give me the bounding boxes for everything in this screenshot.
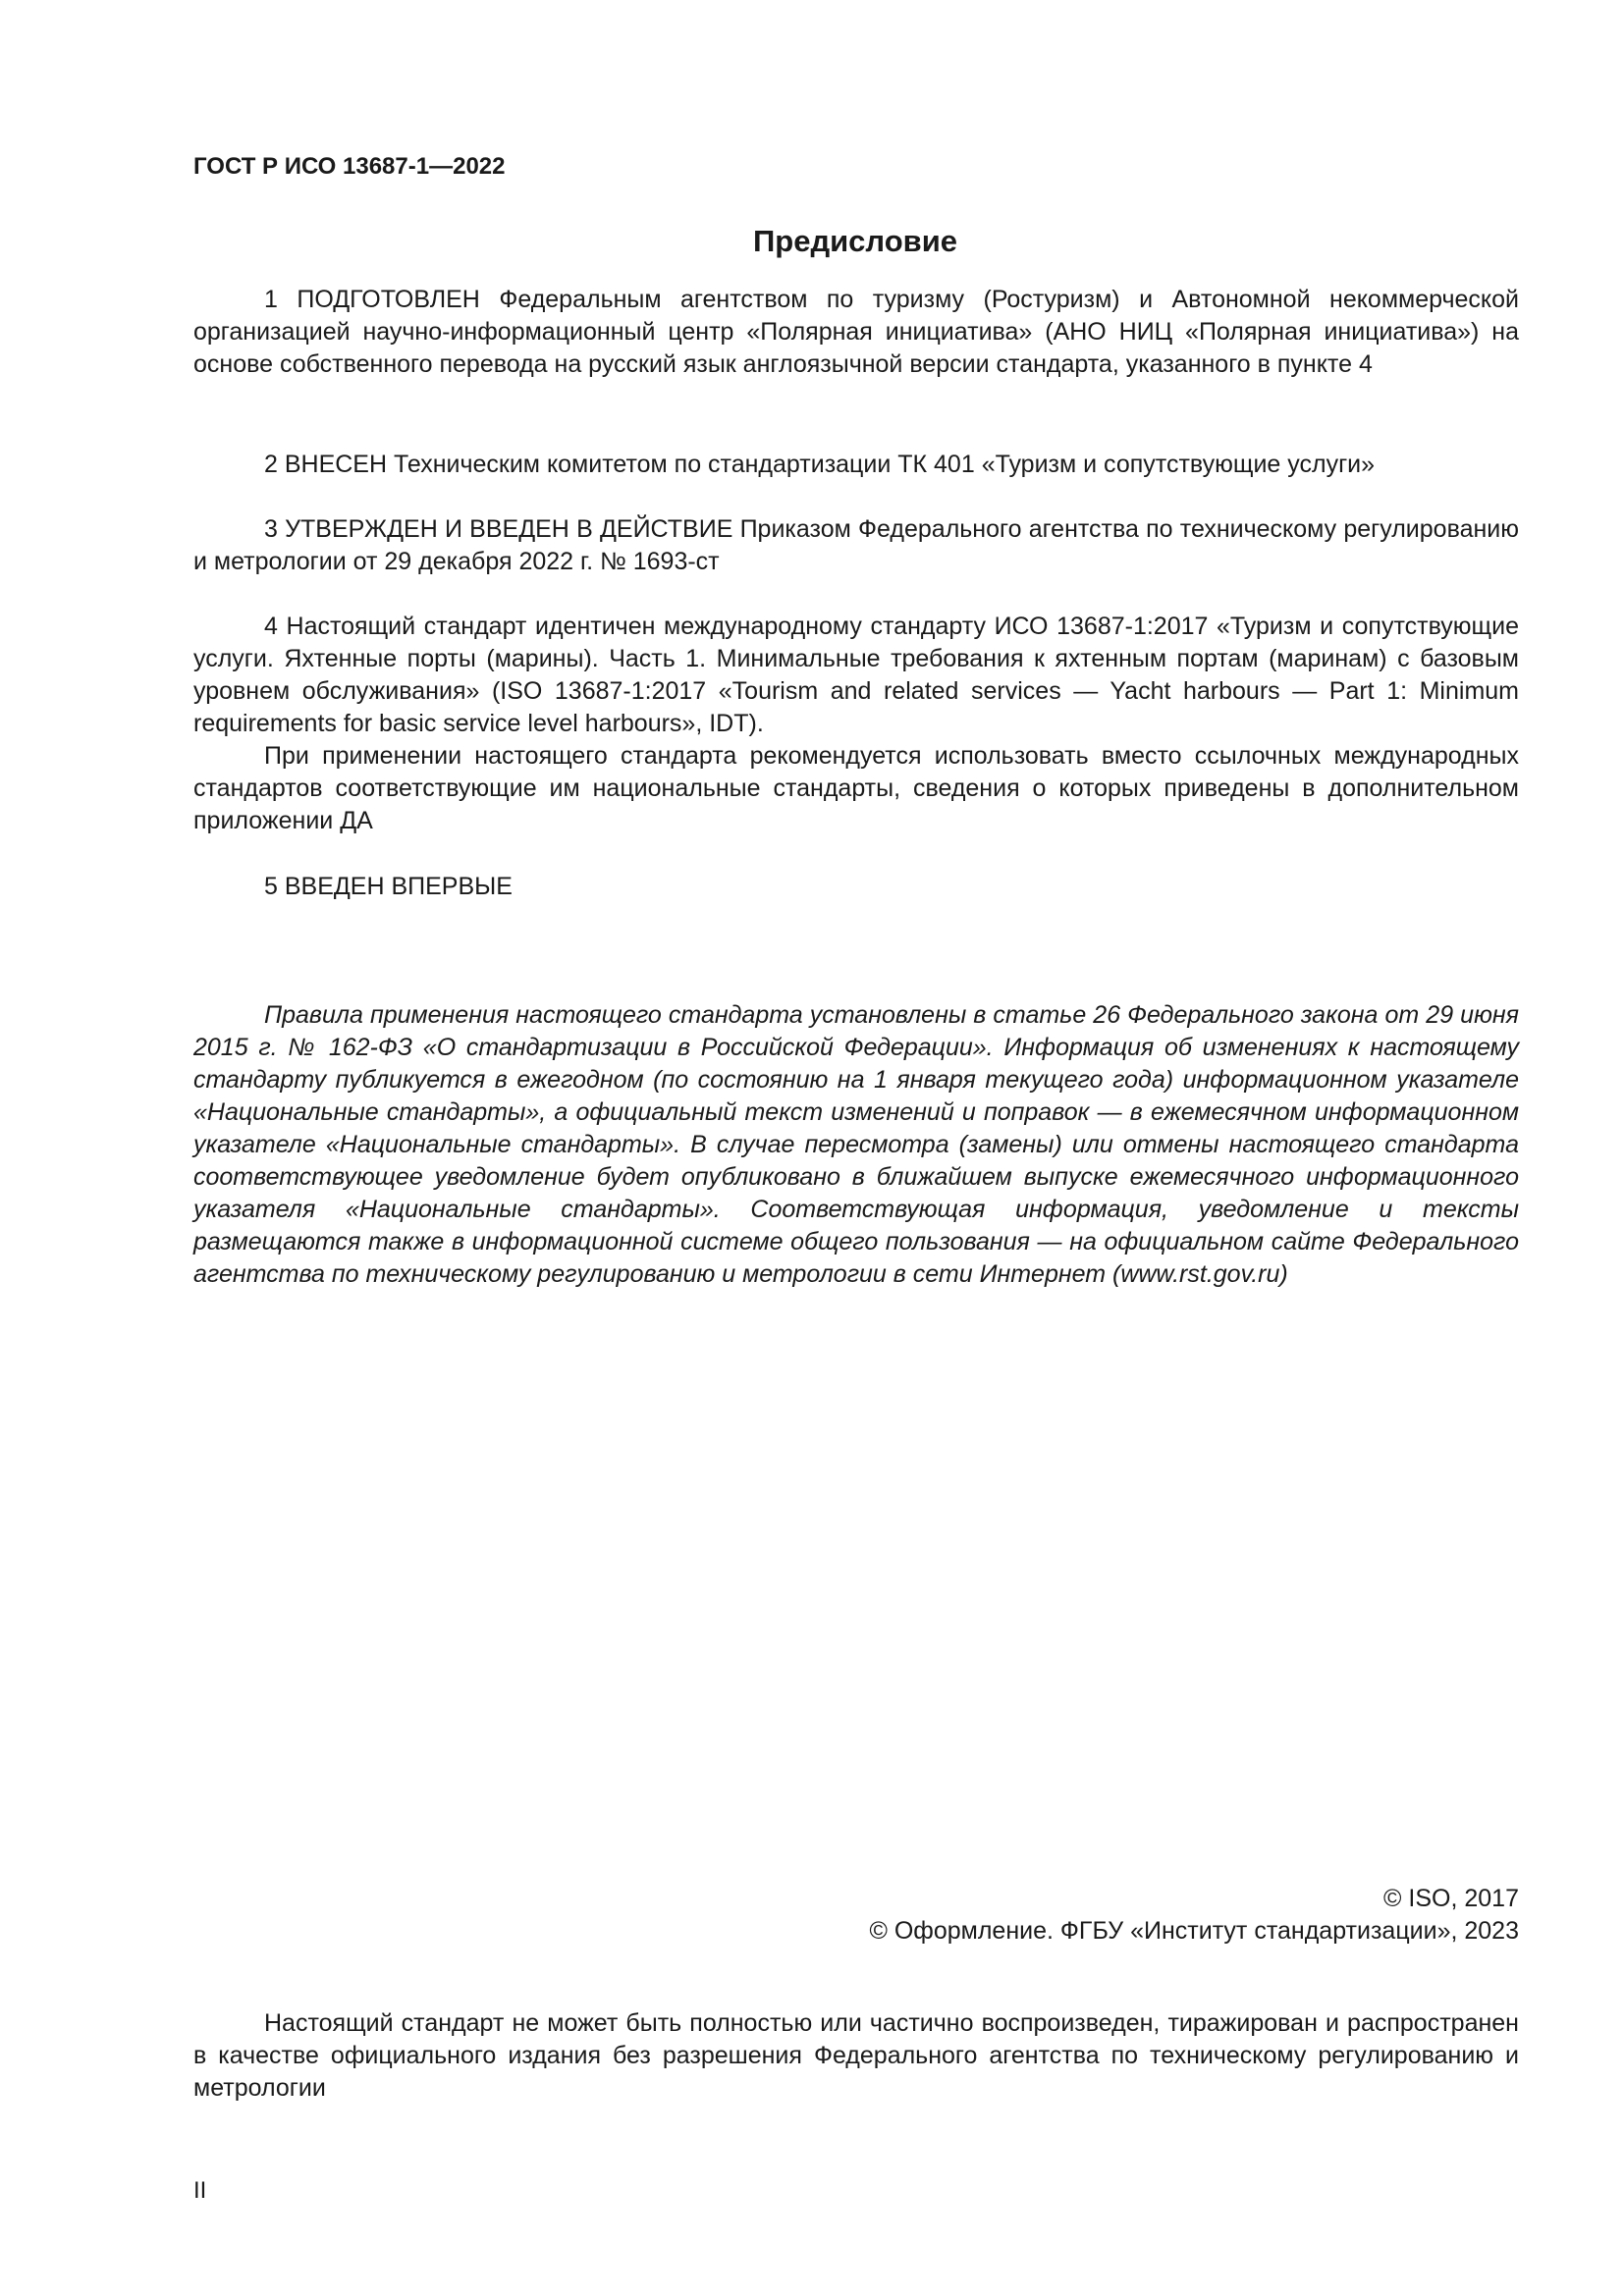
page-number: II [193, 2177, 207, 2204]
page-title: Предисловие [752, 224, 957, 258]
paragraph-introduced: 2 ВНЕСЕН Техническим комитетом по стандартизации ТК 401 «Туризм и сопутствующие услуги» [264, 451, 1376, 478]
copyright-design: © Оформление. ФГБУ «Институт стандартизации», 2023 [869, 1917, 1519, 1945]
document-code-header: ГОСТ Р ИСО 13687-1—2022 [193, 153, 506, 180]
reproduction-notice: Настоящий стандарт не может быть полностью или частично воспроизведен, тиражирован и распространен в качестве официального издания без разрешения Федерального агентства по техническому регулированию и метрологии [193, 2009, 1519, 2102]
paragraph-identical-standard: 4 Настоящий стандарт идентичен международному стандарту ИСО 13687-1:2017 «Туризм и сопутствующие услуги. Яхтенные порты (марины). Часть 1. Минимальные требования к яхтенным портам (маринам) с базовым уровнем обслуживания» (ISO 13687-1:2017 «Tourism and related services — Yacht harbours — Part 1: Minimum requirements for basic service level harbours», IDT). [193, 613, 1519, 737]
paragraph-approved: 3 УТВЕРЖДЕН И ВВЕДЕН В ДЕЙСТВИЕ Приказом Федерального агентства по техническому регулированию и метрологии от 29 декабря 2022 г. № 1693-ст [193, 515, 1519, 575]
paragraph-first-introduced: 5 ВВЕДЕН ВПЕРВЫЕ [264, 873, 513, 900]
paragraph-prepared: 1 ПОДГОТОВЛЕН Федеральным агентством по туризму (Ростуризм) и Автономной некоммерческой организацией научно-информационный центр «Полярная инициатива» (АНО НИЦ «Полярная инициатива») на основе собственного перевода на русский язык англоязычной версии стандарта, указанного в пункте 4 [193, 286, 1519, 378]
paragraph-application-note: При применении настоящего стандарта рекомендуется использовать вместо ссылочных международных стандартов соответствующие им национальные стандарты, сведения о которых приведены в дополнительном приложении ДА [193, 742, 1519, 834]
copyright-iso: © ISO, 2017 [1383, 1885, 1519, 1912]
paragraph-rules-of-application: Правила применения настоящего стандарта установлены в статье 26 Федерального закона от 29 июня 2015 г. № 162-ФЗ «О стандартизации в Российской Федерации». Информация об изменениях к настоящему стандарту публикуется в ежегодном (по состоянию на 1 января текущего года) информационном указателе «Национальные стандарты», а официальный текст изменений и поправок — в ежемесячном информационном указателе «Национальные стандарты». В случае пересмотра (замены) или отмены настоящего стандарта соответствующее уведомление будет опубликовано в ближайшем выпуске ежемесячного информационного указателя «Национальные стандарты». Соответствующая информация, уведомление и тексты размещаются также в информационной системе общего пользования — на официальном сайте Федерального агентства по техническому регулированию и метрологии в сети Интернет (www.rst.gov.ru) [193, 1001, 1519, 1288]
